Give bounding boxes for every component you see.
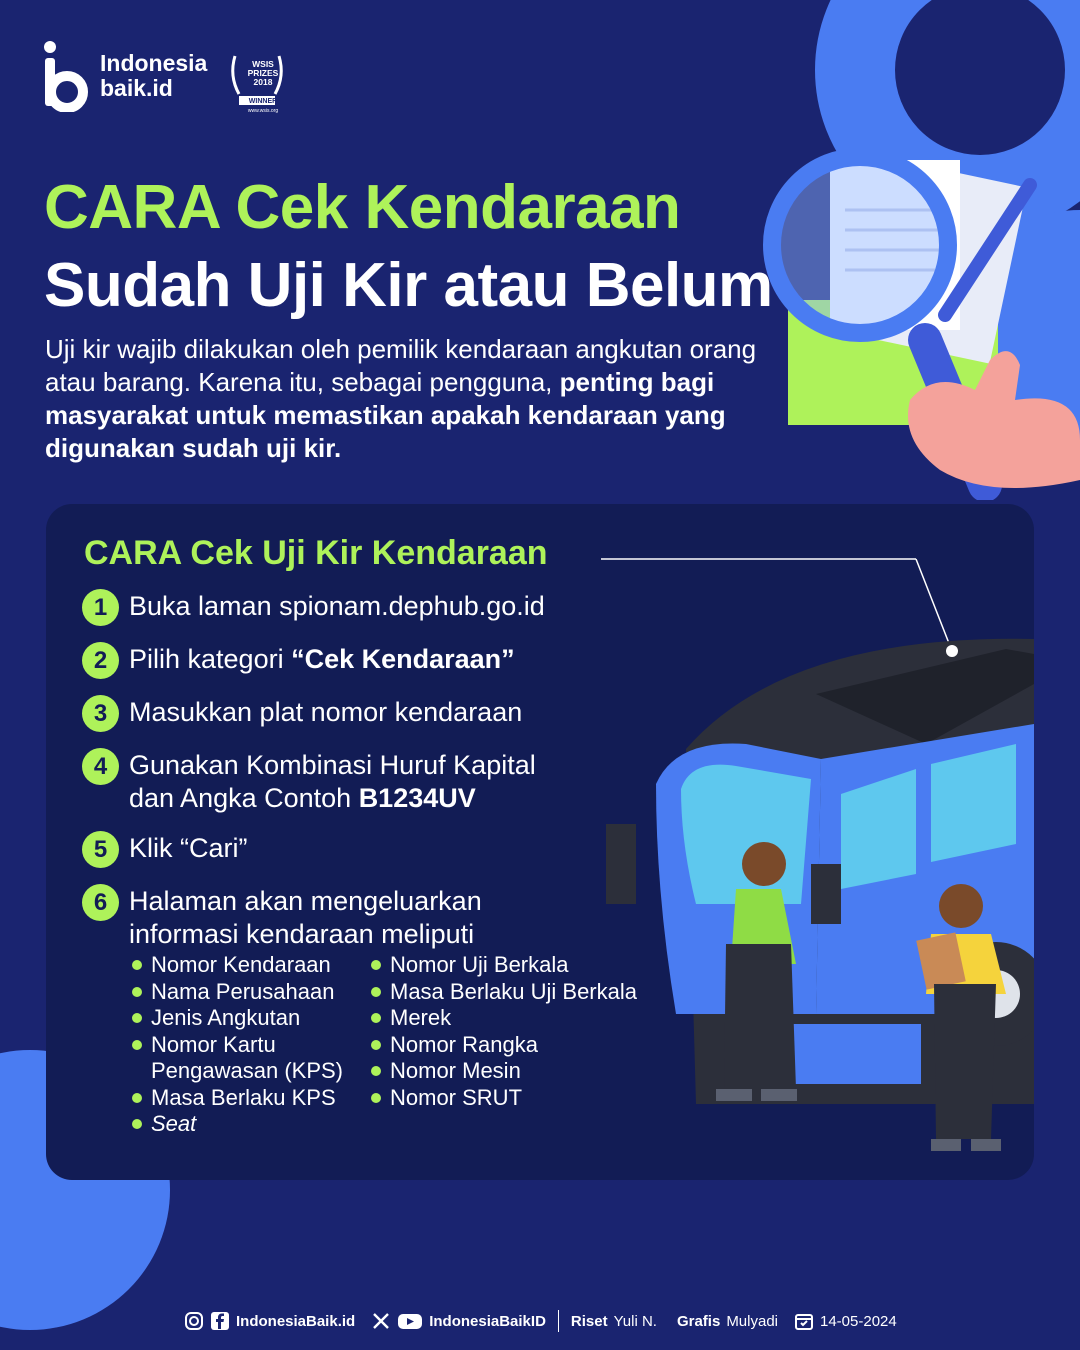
card-title: CARA Cek Uji Kir Kendaraan [84,534,548,572]
vehicle-info-list [132,952,637,1138]
info-right-4: Nomor Rangka [390,1031,538,1057]
badge-line-3: 2018 [253,77,273,87]
step-item-6 [82,885,642,951]
list-item [371,952,637,979]
social-handle-1[interactable]: IndonesiaBaik.id [236,1312,356,1330]
footer [184,1308,897,1334]
page-title-line-1: CARA Cek Kendaraan [44,173,681,242]
youtube-icon[interactable] [397,1311,423,1331]
step-text-5 [129,832,248,865]
info-column-right [371,952,637,1138]
step-2-bold: “Cek Kendaraan” [291,644,515,674]
facebook-icon[interactable] [210,1311,230,1331]
info-left-6: Masa Berlaku KPS [151,1084,336,1110]
footer-divider [558,1310,559,1332]
bus-mechanics-illustration [586,544,1034,1180]
intro-bold-text: penting bagi masyarakat untuk memastikan apakah kendaraan yang digunakan sudah uji kir. [45,367,726,463]
list-item-continuation [132,1058,343,1085]
step-item-4 [82,749,642,815]
badge-url: www.wsis.org [247,108,279,114]
grafis-name: Mulyadi [726,1312,778,1330]
info-right-1: Nomor Uji Berkala [390,952,569,977]
info-right-3: Merek [390,1005,452,1030]
magnifier-folder-illustration [760,140,1080,500]
list-item [371,1005,637,1032]
info-left-1: Nomor Kendaraan [151,952,331,977]
riset-label: Riset [570,1312,608,1330]
step-number-3: 3 [82,695,119,732]
wsis-badge-text [246,60,280,87]
list-item [371,979,637,1006]
list-item [132,1005,343,1032]
list-item [132,979,343,1006]
step-number-2: 2 [82,642,119,679]
step-3-text: Masukkan plat nomor kendaraan [129,697,523,727]
step-6-text: Halaman akan mengeluarkan informasi kendaraan meliputi [129,886,482,949]
instagram-icon[interactable] [184,1311,204,1331]
info-left-4: Nomor Kartu [151,1031,276,1057]
steps-list [82,590,642,968]
page-title-line-2: Sudah Uji Kir atau Belum [44,251,773,320]
step-text-4 [129,749,579,815]
step-2-text: Pilih kategori [129,644,292,674]
step-text-3 [129,696,522,729]
grafis-label: Grafis [676,1312,721,1330]
step-item-5 [82,832,642,868]
list-item [132,1085,343,1112]
step-text-1 [129,590,545,623]
info-left-5: Pengawasan (KPS) [151,1058,343,1083]
list-item [371,1058,637,1085]
step-item-1 [82,590,642,626]
info-right-2: Masa Berlaku Uji Berkala [390,978,637,1004]
badge-line-2: PRIZES [247,68,279,78]
step-number-6: 6 [82,884,119,921]
step-text-2 [129,643,515,676]
riset-name: Yuli N. [613,1312,657,1330]
intro-normal-text: Uji kir wajib dilakukan oleh pemilik kendaraan angkutan orang atau barang. Karena itu, sebagai pengguna, [45,334,757,397]
step-number-5: 5 [82,831,119,868]
logo-text [100,51,207,101]
info-right-6: Nomor SRUT [390,1084,523,1110]
x-icon[interactable] [371,1311,391,1331]
list-item [371,1085,637,1112]
info-left-3: Jenis Angkutan [151,1005,301,1030]
steps-card [46,504,1034,1180]
intro-paragraph [45,333,785,465]
step-4-bold: B1234UV [358,783,476,813]
info-left-2: Nama Perusahaan [151,978,335,1004]
step-number-1: 1 [82,589,119,626]
step-1-text: Buka laman spionam.dephub.go.id [129,591,545,621]
badge-line-1: WSIS [252,59,274,69]
social-handle-2[interactable]: IndonesiaBaikID [429,1312,546,1330]
step-text-6 [129,885,529,951]
step-number-4: 4 [82,748,119,785]
step-4-text: Gunakan Kombinasi Huruf Kapital dan Angka Contoh [129,750,536,813]
logo-line-1: Indonesia [100,50,208,76]
info-left-7: Seat [151,1111,197,1136]
info-right-5: Nomor Mesin [390,1058,521,1083]
step-item-3 [82,696,642,732]
calendar-icon [794,1311,814,1331]
step-5-text: Klik “Cari” [129,833,248,863]
list-item [132,952,343,979]
info-column-left [132,952,343,1138]
list-item [371,1032,637,1059]
indonesiabaik-logo-icon [42,40,88,112]
list-item [132,1111,343,1138]
publish-date: 14-05-2024 [820,1312,897,1330]
logo-line-2: baik.id [100,75,173,101]
badge-line-4: WINNER [248,98,278,105]
step-item-2 [82,643,642,679]
list-item [132,1032,343,1059]
